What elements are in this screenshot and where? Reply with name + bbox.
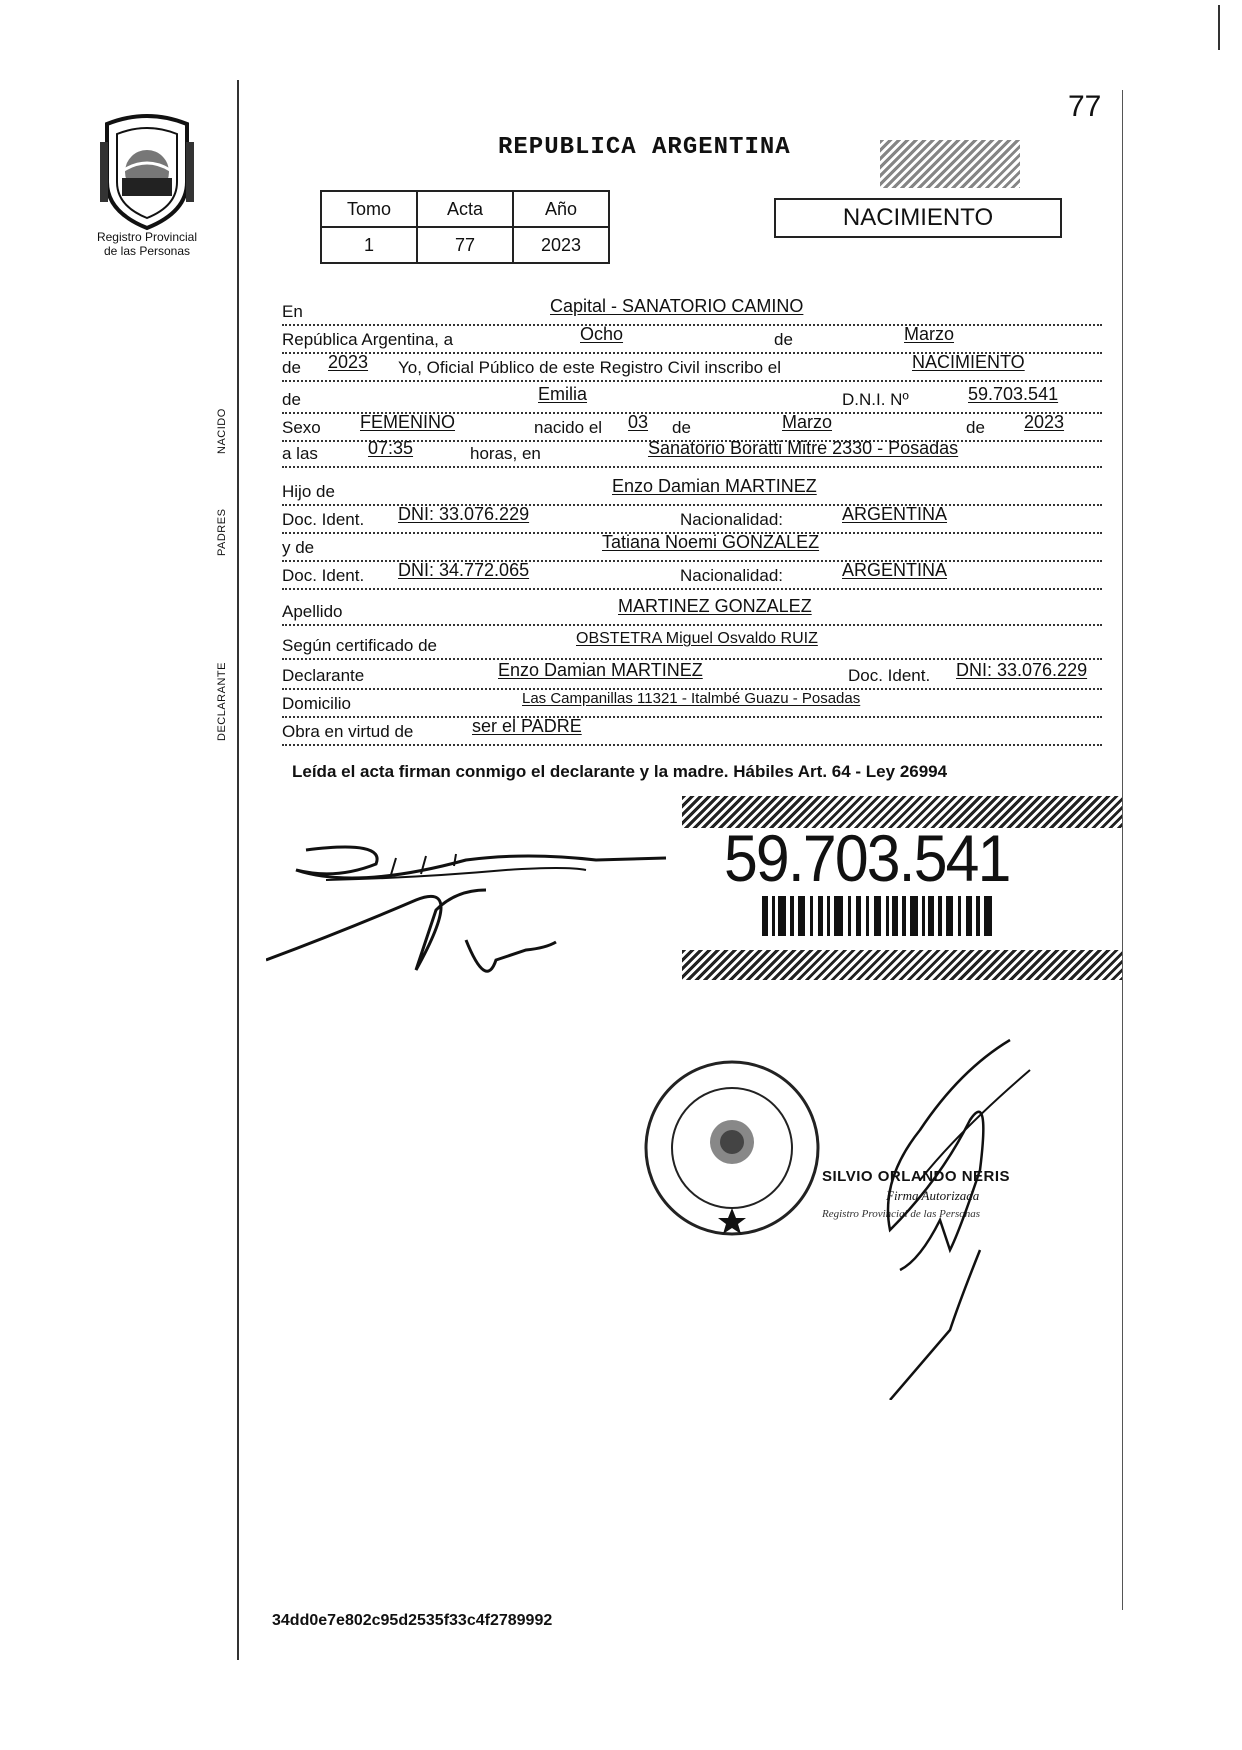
madre-nac: ARGENTINA: [842, 560, 948, 580]
madre-nac-label: Nacionalidad:: [680, 566, 784, 585]
handwritten-signature: [266, 830, 686, 1000]
section-padres: PADRES: [216, 508, 228, 556]
tomo-value: 1: [321, 227, 417, 263]
tomo-header: Tomo: [321, 191, 417, 227]
de-label: de: [774, 330, 793, 349]
cert-value: OBSTETRA Miguel Osvaldo RUIZ: [576, 630, 818, 647]
section-nacido: NACIDO: [216, 408, 228, 454]
madre-value: Tatiana Noemi GONZALEZ: [602, 532, 820, 552]
footer-hash: 34dd0e7e802c95d2535f33c4f2789992: [272, 1612, 553, 1629]
signer-role: Firma Autorizada: [886, 1188, 980, 1203]
section-declarante: DECLARANTE: [216, 662, 228, 741]
yo-text: Yo, Oficial Público de este Registro Civil inscribo el: [398, 358, 781, 377]
anio-header: Año: [513, 191, 609, 227]
row-en: [282, 298, 1102, 326]
de-label-5: de: [966, 418, 985, 437]
country-title: REPUBLICA ARGENTINA: [498, 134, 791, 161]
declarant-signatures: [266, 830, 686, 1000]
document-type-box: NACIMIENTO: [774, 198, 1062, 238]
anio-value: 2023: [328, 352, 369, 372]
alas-label: a las: [282, 444, 318, 463]
yde-label: y de: [282, 538, 315, 557]
mes-value: Marzo: [904, 324, 955, 344]
official-signature: [860, 1030, 1040, 1400]
acta-header: Acta: [417, 191, 513, 227]
declarante-doc: DNI: 33.076.229: [956, 660, 1088, 680]
en-label: En: [282, 302, 303, 321]
row-domicilio: [282, 690, 1102, 718]
declarante-label: Declarante: [282, 666, 365, 685]
page-number: 77: [1068, 90, 1102, 123]
leida-text: Leída el acta firman conmigo el declarante y la madre. Hábiles Art. 64 - Ley 26994: [292, 762, 948, 781]
madre-doc-label: Doc. Ident.: [282, 566, 365, 585]
domicilio-label: Domicilio: [282, 694, 351, 713]
lugar-value: Sanatorio Boratti Mitre 2330 - Posadas: [648, 438, 959, 458]
de-label-2: de: [282, 358, 301, 377]
nacido-label: nacido el: [534, 418, 603, 437]
row-certificado: [282, 632, 1102, 660]
security-seal: [880, 140, 1020, 188]
acta-value: 77: [417, 227, 513, 263]
dni-label: D.N.I. Nº: [842, 390, 909, 409]
registry-name: [82, 230, 212, 258]
right-margin-line: [1122, 90, 1123, 1610]
row-nombre: [282, 386, 1102, 414]
stamp-seal-icon: [642, 1058, 822, 1238]
row-anio: [282, 354, 1102, 382]
padre-doc-label: Doc. Ident.: [282, 510, 365, 529]
apellido-label: Apellido: [282, 602, 343, 621]
handwritten-signature-large: [860, 1030, 1040, 1400]
dni-value: 59.703.541: [968, 384, 1059, 404]
hora-value: 07:35: [368, 438, 414, 458]
padre-value: Enzo Damian MARTINEZ: [612, 476, 817, 496]
barcode-icon: [760, 896, 1000, 936]
de-label-4: de: [672, 418, 691, 437]
barcode-bottom-band: [682, 950, 1122, 980]
sexo-label: Sexo: [282, 418, 321, 437]
sexo-value: FEMENINO: [360, 412, 456, 432]
province-emblem: [92, 112, 202, 232]
republica-label: República Argentina, a: [282, 330, 454, 349]
row-madre-doc: [282, 562, 1102, 590]
reference-table: [320, 190, 610, 264]
registry-line2: de las Personas: [103, 244, 191, 258]
registry-line1: Registro Provincial: [96, 230, 198, 244]
edge-mark: [1218, 5, 1220, 50]
en-value: Capital - SANATORIO CAMINO: [550, 296, 804, 316]
horas-label: horas, en: [470, 444, 541, 463]
row-fecha: [282, 326, 1102, 354]
row-padre-doc: [282, 506, 1102, 534]
left-margin-line: [237, 80, 239, 1660]
padre-doc: DNI: 33.076.229: [398, 504, 530, 524]
row-hora: [282, 440, 1102, 468]
de-label-3: de: [282, 390, 301, 409]
anio-value: 2023: [513, 227, 609, 263]
row-madre: [282, 534, 1102, 562]
signer-name: SILVIO ORLANDO NERIS: [822, 1168, 1011, 1185]
shield-icon: [92, 112, 202, 232]
row-padre: [282, 478, 1102, 506]
row-apellido: [282, 598, 1102, 626]
obra-label: Obra en virtud de: [282, 722, 414, 741]
barcode-number: 59.703.541: [724, 821, 1010, 895]
domicilio-value: Las Campanillas 11321 - Italmbé Guazu - Posadas: [522, 690, 861, 707]
acto-value: NACIMIENTO: [912, 352, 1025, 372]
obra-value: ser el PADRE: [472, 716, 582, 736]
declarante-value: Enzo Damian MARTINEZ: [498, 660, 703, 680]
padre-nac: ARGENTINA: [842, 504, 948, 524]
apellido-value: MARTINEZ GONZALEZ: [618, 596, 812, 616]
hijo-label: Hijo de: [282, 482, 335, 501]
madre-doc: DNI: 34.772.065: [398, 560, 530, 580]
dia-value: Ocho: [580, 324, 624, 344]
row-obra: [282, 718, 1102, 746]
nac-anio: 2023: [1024, 412, 1065, 432]
nac-dia: 03: [628, 412, 649, 432]
official-stamp: [642, 1058, 822, 1238]
cert-label: Según certificado de: [282, 636, 437, 655]
barcode: [760, 896, 1000, 936]
declarante-doc-label: Doc. Ident.: [848, 666, 931, 685]
nac-mes: Marzo: [782, 412, 833, 432]
signer-org: Registro Provincial de las Personas: [822, 1208, 981, 1220]
row-declarante: [282, 662, 1102, 690]
nombre-value: Emilia: [538, 384, 588, 404]
padre-nac-label: Nacionalidad:: [680, 510, 784, 529]
